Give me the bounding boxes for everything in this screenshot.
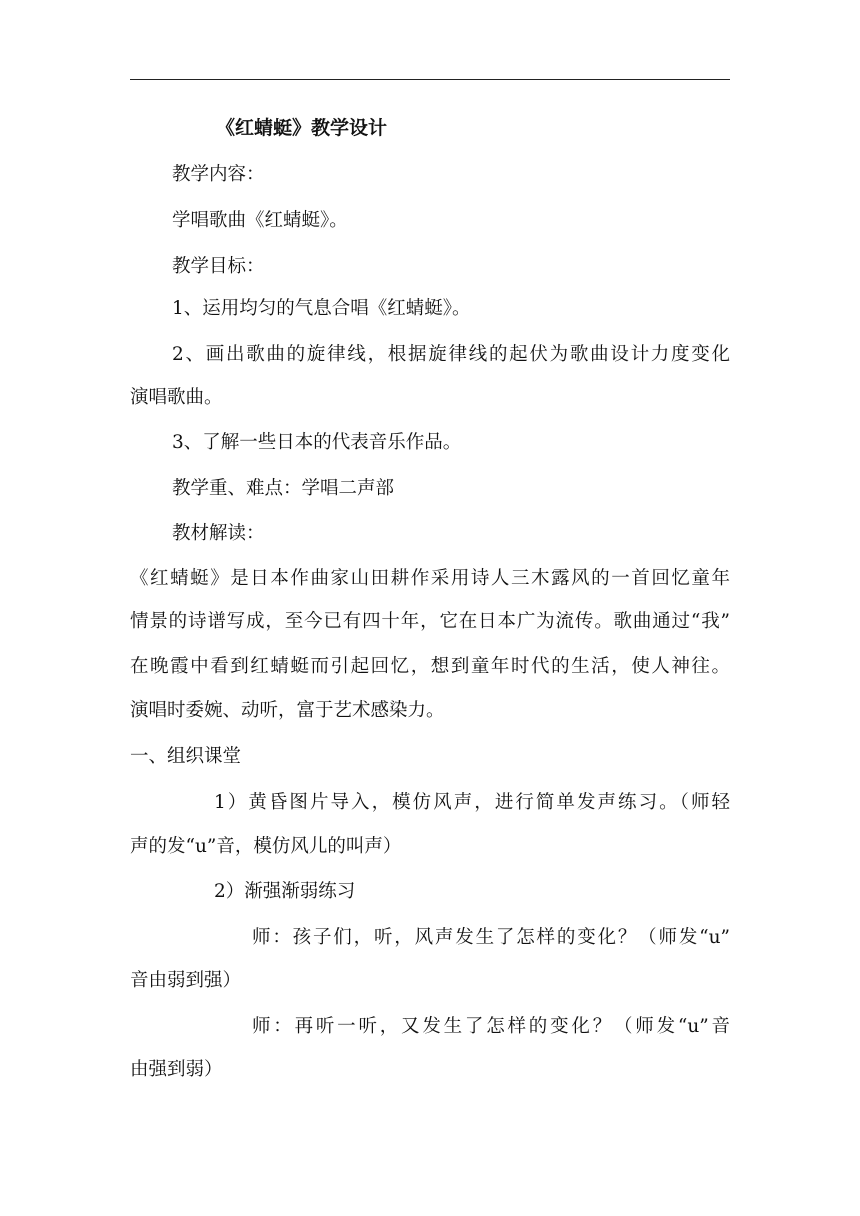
- paragraph-line: 声的发“u”音，模仿风儿的叫声）: [130, 836, 402, 857]
- paragraph-line: 1）黄昏图片导入，模仿风声，进行简单发声练习。（师轻: [214, 792, 730, 813]
- paragraph-line: 《红蜻蜓》是日本作曲家山田耕作采用诗人三木露风的一首回忆童年: [130, 568, 730, 589]
- paragraph-line: 师：再听一听，又发生了怎样的变化？（师发“u”音: [252, 1016, 730, 1037]
- paragraph-line: 音由弱到强）: [130, 970, 242, 991]
- paragraph-line: 1、运用均匀的气息合唱《红蜻蜓》。: [172, 298, 471, 319]
- paragraph-line: 学唱歌曲《红蜻蜓》。: [172, 210, 348, 231]
- paragraph-line: 情景的诗谱写成，至今已有四十年，它在日本广为流传。歌曲通过“我”: [130, 611, 730, 632]
- paragraph-line: 由强到弱）: [130, 1059, 223, 1080]
- section-heading: 教学重、难点：学唱二声部: [172, 478, 395, 499]
- paragraph-line: 演唱时委婉、动听，富于艺术感染力。: [130, 700, 445, 721]
- section-heading: 教材解读：: [172, 523, 265, 544]
- section-heading: 教学内容：: [172, 164, 265, 185]
- paragraph-line: 演唱歌曲。: [130, 387, 223, 408]
- paragraph-line: 在晚霞中看到红蜻蜓而引起回忆，想到童年时代的生活，使人神往。: [130, 656, 730, 677]
- section-heading: 一、组织课堂: [130, 746, 242, 767]
- section-heading: 2）渐强渐弱练习: [214, 881, 356, 902]
- paragraph-line: 3、了解一些日本的代表音乐作品。: [172, 432, 462, 453]
- header-rule: [130, 79, 730, 80]
- paragraph-line: 师：孩子们，听，风声发生了怎样的变化？（师发“u”: [252, 927, 730, 948]
- document-title: 《红蜻蜓》教学设计: [216, 117, 388, 139]
- paragraph-line: 2、画出歌曲的旋律线，根据旋律线的起伏为歌曲设计力度变化: [172, 344, 730, 365]
- section-heading: 教学目标：: [172, 256, 265, 277]
